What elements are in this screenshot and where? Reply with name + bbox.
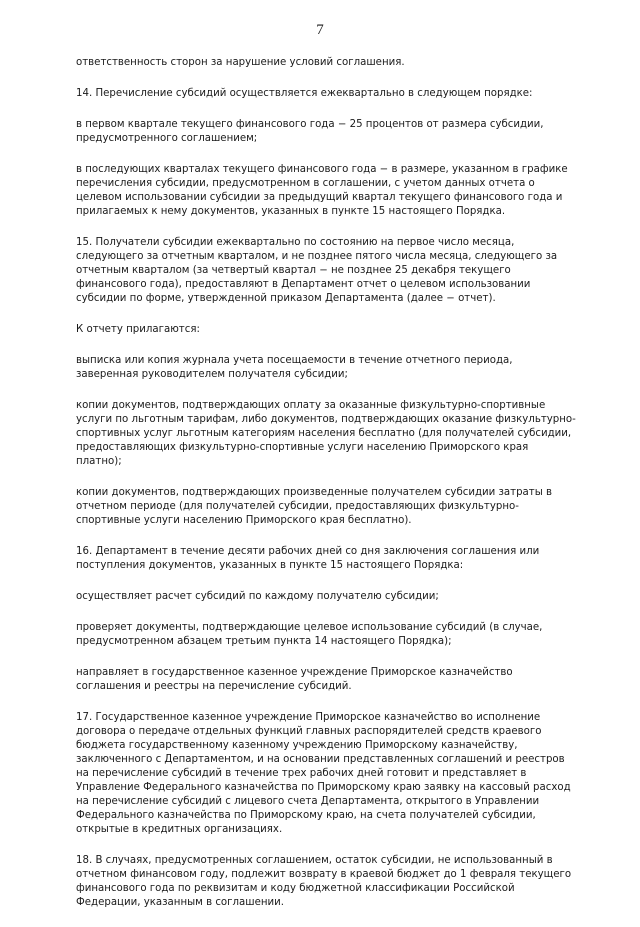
- document-body: [76, 56, 576, 927]
- paragraph-17: 17. Государственное казенное учреждение Приморское казначейство во исполнение договора о передаче отдельных функций главных распорядителей средств краевого бюджета государственному казенному учреждению Приморскому казначейству, заключенного с Департаментом, и на основании представленных соглашений и реестров на перечисление субсидий в течение трех рабочих дней готовит и представляет в Управление Федерального казначейства по Приморскому краю заявку на кассовый расход на перечисление субсидий с лицевого счета Департамента, открытого в Управлении Федерального казначейства по Приморскому краю, на счета получателей субсидии, открытые в кредитных организациях.: [76, 712, 571, 835]
- paragraph-16-calculation: осуществляет расчет субсидий по каждому получателю субсидии;: [76, 591, 439, 602]
- page-number: 7: [316, 22, 324, 38]
- paragraph-15: 15. Получатели субсидии ежеквартально по состоянию на первое число месяца, следующего за отчетным кварталом, и не позднее пятого числа месяца, следующего за отчетным кварталом (за четвертый квартал − не позднее 25 декабря текущего финансового года), предоставляют в Департамент отчет о целевом использовании субсидии по форме, утвержденной приказом Департамента (далее − отчет).: [76, 237, 558, 304]
- paragraph-continuation: ответственность сторон за нарушение условий соглашения.: [76, 57, 405, 68]
- paragraph-16-verification: проверяет документы, подтверждающие целевое использование субсидий (в случае, предусмотренном абзацем третьим пункта 14 настоящего Порядка);: [76, 622, 543, 647]
- paragraph-15-attachments-heading: К отчету прилагаются:: [76, 324, 200, 335]
- paragraph-15-attendance-log: выписка или копия журнала учета посещаемости в течение отчетного периода, заверенная руководителем получателя субсидии;: [76, 355, 513, 380]
- paragraph-15-payment-documents: копии документов, подтверждающих оплату за оказанные физкультурно-спортивные услуги по льготным тарифам, либо документов, подтверждающих оказание физкультурно- спортивных услуг льготным категориям населения бесплатно (для получателей субсидии, предоставляющих физкультурно-спортивные услуги населению Приморского края платно);: [76, 400, 576, 467]
- paragraph-16: 16. Департамент в течение десяти рабочих дней со дня заключения соглашения или поступления документов, указанных в пункте 15 настоящего Порядка:: [76, 546, 540, 571]
- paragraph-15-expense-documents: копии документов, подтверждающих произведенные получателем субсидии затраты в отчетном периоде (для получателей субсидии, предоставляющих физкультурно- спортивные услуги населению Приморского края бесплатно).: [76, 487, 553, 526]
- paragraph-18: 18. В случаях, предусмотренных соглашением, остаток субсидии, не использованный в отчетном финансовом году, подлежит возврату в краевой бюджет до 1 февраля текущего финансового года по реквизитам и коду бюджетной классификации Российской Федерации, указанным в соглашении.: [76, 855, 572, 908]
- paragraph-16-submission: направляет в государственное казенное учреждение Приморское казначейство соглашения и реестры на перечисление субсидий.: [76, 667, 513, 692]
- paragraph-14: 14. Перечисление субсидий осуществляется ежеквартально в следующем порядке:: [76, 88, 533, 99]
- paragraph-14-following-quarters: в последующих кварталах текущего финансового года − в размере, указанном в графике перечисления субсидии, предусмотренном в соглашении, с учетом данных отчета о целевом использовании субсидии за предыдущий квартал текущего финансового года и прилагаемых к нему документов, указанных в пункте 15 настоящего Порядка.: [76, 164, 568, 217]
- paragraph-14-first-quarter: в первом квартале текущего финансового года − 25 процентов от размера субсидии, предусмотренного соглашением;: [76, 119, 544, 144]
